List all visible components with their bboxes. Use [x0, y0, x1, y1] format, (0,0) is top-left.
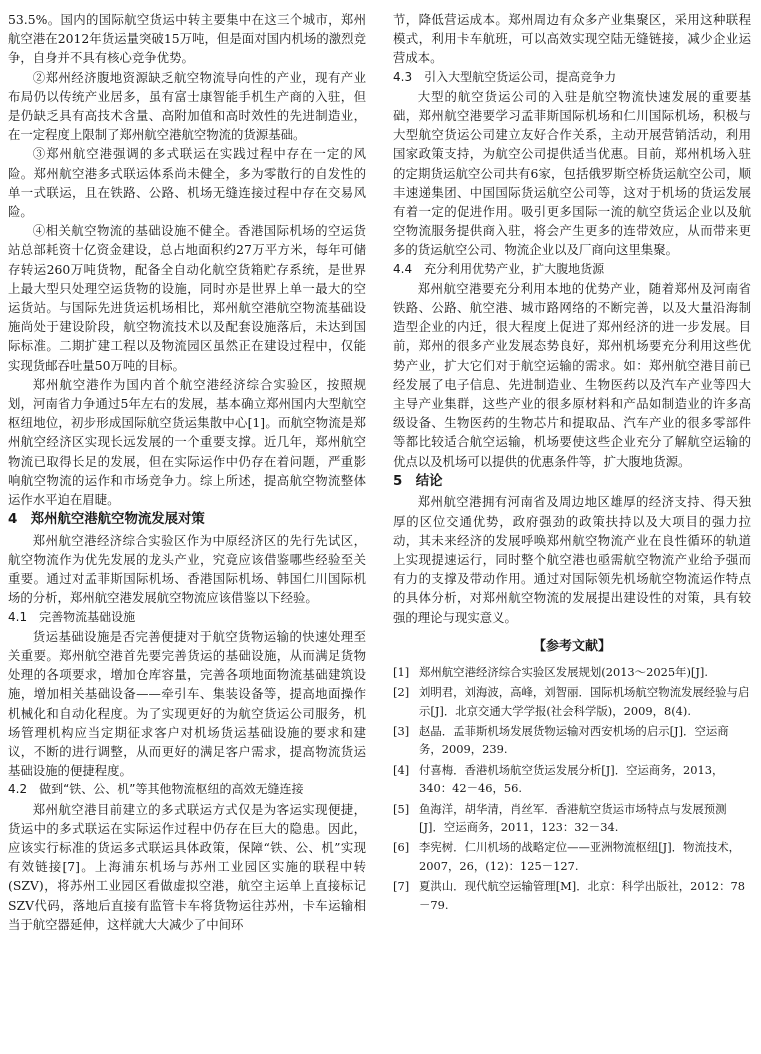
references-title: 【参考文献】 [532, 638, 611, 654]
paragraph: 大型的航空货运公司的入驻是航空物流快速发展的重要基础，郑州航空港要学习孟菲斯国际机场和仁川国际机场，积极与大型航空货运公司建立友好合作关系，主动开展营销活动，利用国家政策支持，为航空公司提供适当优惠。目前，郑州机场入驻的定期货运航空公司共有6家，包括俄罗斯空桥货运航空公司，顺丰速递集团、中国国际货运航空公司等，这对于机场的货运发展有着一定的促进作用。吸引更多国际一流的航空货运企业以及航空物流服务提供商入驻，将会产生更多的连带效应，从而带来更多的货运航空公司、物流企业以及厂商向这里集聚。 [393, 88, 751, 258]
paragraph: 郑州航空港目前建立的多式联运方式仅是为客运实现便捷，货运中的多式联运在实际运作过程中仍存在巨大的隐患。因此，应该实行标准的货运多式联运具体政策，保障“铁、公、机”实现有效链接[7]。上海浦东机场与苏州工业园区实施的联程中转(SZV)，将苏州工业园区看做虚拟空港，航空主运单上直接标记SZV代码，落地后直接有监管卡车将货物运往苏州，卡车运输相当于航空器延伸，这样就大大减少了中间环 [8, 801, 366, 932]
paragraph: 郑州航空港拥有河南省及周边地区雄厚的经济支持、得天独厚的区位交通优势，政府强劲的政策扶持以及大项目的强力拉动，其未来经济的发展呼唤郑州航空物流产业在良性循环的轨道上实现提速运行，同时整个航空港也亟需航空物流产业给予强而有力的支撑及带动作用。通过对国际领先机场航空物流运作特点的具体分析，对郑州航空物流的发展提出建设性的对策，具有较强的理论与现实意义。 [393, 494, 751, 625]
paragraph: 郑州航空港作为国内首个航空港经济综合实验区，按照规划，河南省力争通过5年左右的发展，基本确立郑州国内大型航空枢纽地位，初步形成国际航空货运集散中心[1]。而航空物流是郑州航空经济区实现长远发展的一个重要支撑。近几年，郑州航空物流已取得长足的发展，但在实际运作中仍存在着问题，严重影响航空物流的运作和市场竞争力。综上所述，提高航空物流整体运作水平迫在眉睫。 [8, 376, 366, 508]
reference-text: 夏洪山．现代航空运输管理[M]．北京：科学出版社，2012：78－79. [419, 879, 746, 912]
reference-number: [6] [393, 840, 410, 855]
reference-text: 赵晶．孟菲斯机场发展货物运输对西安机场的启示[J]．空运商务，2009，239. [419, 724, 729, 757]
reference-number: [5] [393, 801, 410, 816]
reference-number: [1] [393, 664, 410, 679]
reference-item [393, 800, 751, 837]
reference-text: 刘明君，刘海波，高峰，刘智丽．国际机场航空物流发展经验与启示[J]．北京交通大学学报(社会科学版)，2009，8(4). [419, 685, 750, 718]
reference-text: 付喜梅．香港机场航空货运发展分析[J]．空运商务，2013，340：42－46，56. [419, 762, 724, 796]
right-column [393, 10, 751, 916]
subsection-heading-4-2: 4.2 做到“铁、公、机”等其他物流枢纽的高效无缝连接 [8, 782, 304, 797]
paragraph: 53.5%。国内的国际航空货运中转主要集中在这三个城市，郑州航空港在2012年货运量突破15万吨，但是面对国内机场的激烈竞争，自身并不具有核心竞争优势。 [8, 12, 366, 66]
reference-text: 李宪树．仁川机场的战略定位——亚洲物流枢纽[J]．物流技术，2007，26，(12)：125－127. [419, 840, 741, 873]
paragraph: 节，降低营运成本。郑州周边有众多产业集聚区，采用这种联程模式，利用卡车航班，可以高效实现空陆无缝链接，减少企业运营成本。 [393, 12, 751, 66]
section-heading-4: 4 郑州航空港航空物流发展对策 [8, 512, 205, 528]
paragraph: ④相关航空物流的基础设施不健全。香港国际机场的空运货站总部耗资十亿资金建设，总占地面积约27万平方米，每年可储存转运260万吨货物，配备全自动化航空货箱贮存系统，是世界上最大型只处理空运货物的设施，同时亦是世界上单一最大的空运货站。与国际先进货运机场相比，郑州航空港航空物流基础设施尚处于建设阶段，航空物流技术以及配套设施落后，未达到国际标准。二期扩建工程以及物流园区虽然正在建设过程中，仅能实现货邮吞吐量50万吨的目标。 [8, 223, 366, 373]
reference-item [393, 722, 751, 759]
reference-text: 郑州航空港经济综合实验区发展规划(2013～2025年)[J]. [419, 664, 708, 679]
reference-item [393, 838, 751, 875]
reference-number: [4] [393, 762, 410, 777]
left-column [8, 10, 366, 934]
reference-item [393, 663, 751, 681]
reference-list [393, 663, 751, 914]
reference-number: [2] [393, 685, 410, 700]
paragraph: 郑州航空港要充分利用本地的优势产业，随着郑州及河南省铁路、公路、航空港、城市路网络的不断完善，以及大量沿海制造型企业的内迁，很大程度上促进了郑州经济的进一步发展。目前，郑州的很多产业发展态势良好，郑州机场要充分利用这些优势产业，扩大它们对于航空运输的需求。如：郑州航空港目前已经发展了电子信息、先进制造业、生物医药以及汽车产业等四大主导产业集群，这些产业的很多原材料和产品如制造业的许多高级设备、生物医药的生物芯片和提取品、汽车产业的很多零部件等都比较适合航空运输，机场要使这些企业充分了解航空运输的优点以及机场可以提供的优惠条件等，扩大腹地货源。 [393, 280, 751, 469]
reference-number: [3] [393, 724, 410, 739]
paragraph: ②郑州经济腹地资源缺乏航空物流导向性的产业，现有产业布局仍以传统产业居多，虽有富士康智能手机生产商的入驻，但是仍缺乏具有高技术含量、高附加值和高时效性的先进制造业，在一定程度上限制了郑州航空港航空物流的货源基础。 [8, 69, 366, 143]
paragraph: 货运基础设施是否完善便捷对于航空货物运输的快速处理至关重要。郑州航空港首先要完善货运的基础设施，从而满足货物处理的各项要求，增加仓库容量，完善各项地面物流基础建筑设施，增加相关基础设备——牵引车、集装设备等，提高地面操作机械化和自动化程度。为了实现更好的为航空货运公司服务，机场管理机构应当定期征求客户对机场货运基础设施的要求和建议，不断的进行调整，从而更好的满足客户需求，提高物流货运基础设施的便捷程度。 [8, 628, 366, 779]
reference-item [393, 761, 751, 798]
subsection-heading-4-1: 4.1 完善物流基础设施 [8, 609, 136, 624]
reference-item [393, 877, 751, 914]
reference-text: 鱼海洋，胡华清，肖丝军．香港航空货运市场特点与发展预测[J]．空运商务，2011，123：32－34. [419, 801, 727, 835]
reference-item [393, 683, 751, 720]
paragraph: ③郑州航空港强调的多式联运在实践过程中存在一定的风险。郑州航空港多式联运体系尚未健全，多为零散行的自发性的单一式联运，且在铁路、公路、机场无缝连接过程中存在交易风险。 [8, 146, 366, 220]
paragraph: 郑州航空港经济综合实验区作为中原经济区的先行先试区，航空物流作为优先发展的龙头产业，究竟应该借鉴哪些经验至关重要。通过对孟菲斯国际机场、香港国际机场、韩国仁川国际机场的分析，郑州航空港发展航空物流应该借鉴以下经验。 [8, 532, 366, 606]
subsection-heading-4-3: 4.3 引入大型航空货运公司，提高竞争力 [393, 69, 617, 84]
reference-number: [7] [393, 879, 410, 894]
subsection-heading-4-4: 4.4 充分利用优势产业，扩大腹地货源 [393, 261, 605, 276]
section-heading-5: 5 结论 [393, 473, 443, 489]
